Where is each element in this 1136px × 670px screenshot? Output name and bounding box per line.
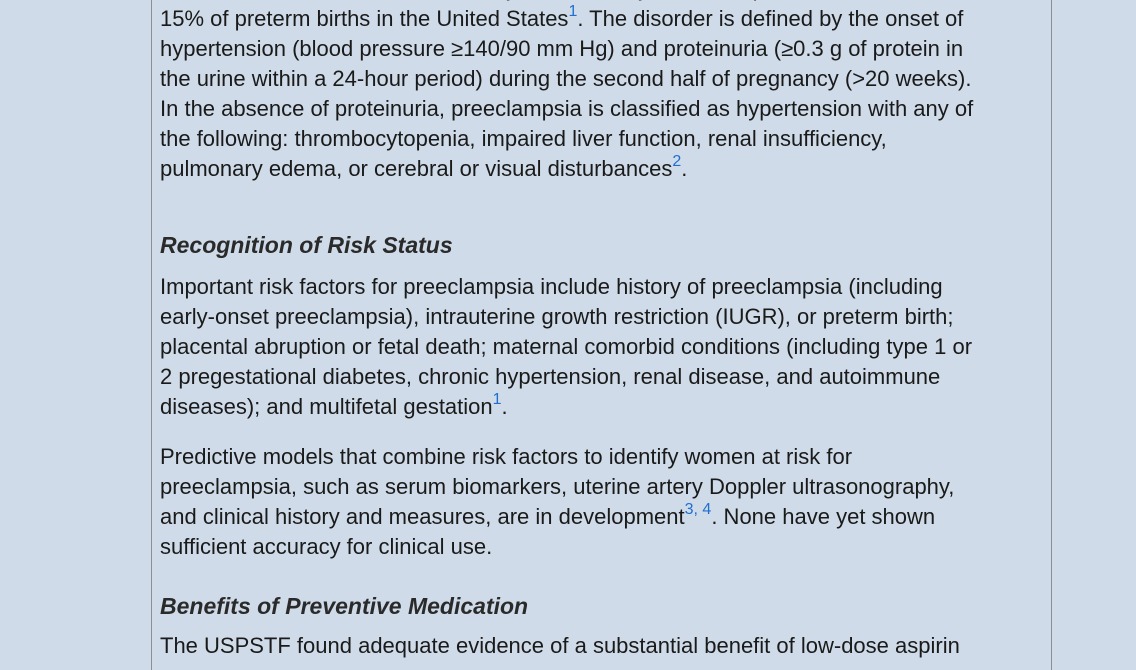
section-heading-risk-status: Recognition of Risk Status (160, 232, 453, 258)
intro-line: 15% of preterm births in the United States (160, 6, 569, 31)
benefits-line: The USPSTF found adequate evidence of a substantial benefit of low-dose aspirin (160, 633, 960, 658)
predictive-line: and clinical history and measures, are in development (160, 504, 685, 529)
predictive-line: preeclampsia, such as serum biomarkers, uterine artery Doppler ultrasonography, (160, 474, 955, 499)
reference-link-4[interactable]: 4 (702, 501, 712, 518)
reference-separator: , (693, 501, 703, 518)
predictive-line: sufficient accuracy for clinical use. (160, 534, 493, 559)
risk-line: diseases); and multifetal gestation (160, 394, 493, 419)
intro-line (160, 0, 965, 1)
reference-link-2[interactable]: 2 (672, 153, 682, 170)
intro-paragraph (160, 0, 973, 184)
reference-link-1[interactable]: 1 (568, 3, 578, 20)
reference-link-3[interactable]: 3 (684, 501, 694, 518)
intro-line: pulmonary edema, or cerebral or visual disturbances (160, 156, 673, 181)
reference-link-1[interactable]: 1 (492, 391, 502, 408)
predictive-line: . None have yet shown (711, 504, 936, 529)
intro-line: . The disorder is defined by the onset of (577, 6, 964, 31)
predictive-line: Predictive models that combine risk factors to identify women at risk for (160, 444, 853, 469)
risk-line: early-onset preeclampsia), intrauterine growth restriction (IUGR), or preterm birth; (160, 304, 954, 329)
risk-line: 2 pregestational diabetes, chronic hypertension, renal disease, and autoimmune (160, 364, 941, 389)
predictive-models-paragraph (160, 442, 954, 562)
risk-line: . (501, 394, 508, 419)
article-page (151, 0, 1052, 670)
intro-line: the urine within a 24-hour period) during the second half of pregnancy (>20 weeks). (160, 66, 972, 91)
section-heading-benefits: Benefits of Preventive Medication (160, 593, 529, 619)
intro-line: In the absence of proteinuria, preeclampsia is classified as hypertension with any of (160, 96, 974, 121)
risk-factors-paragraph (160, 272, 972, 422)
intro-line: hypertension (blood pressure ≥140/90 mm Hg) and proteinuria (≥0.3 g of protein in (160, 36, 964, 61)
risk-line: placental abruption or fetal death; maternal comorbid conditions (including type 1 or (160, 334, 973, 359)
benefits-paragraph (160, 631, 960, 661)
risk-line: Important risk factors for preeclampsia include history of preeclampsia (including (160, 274, 943, 299)
intro-line: . (681, 156, 688, 181)
intro-line: the following: thrombocytopenia, impaired liver function, renal insufficiency, (160, 126, 887, 151)
